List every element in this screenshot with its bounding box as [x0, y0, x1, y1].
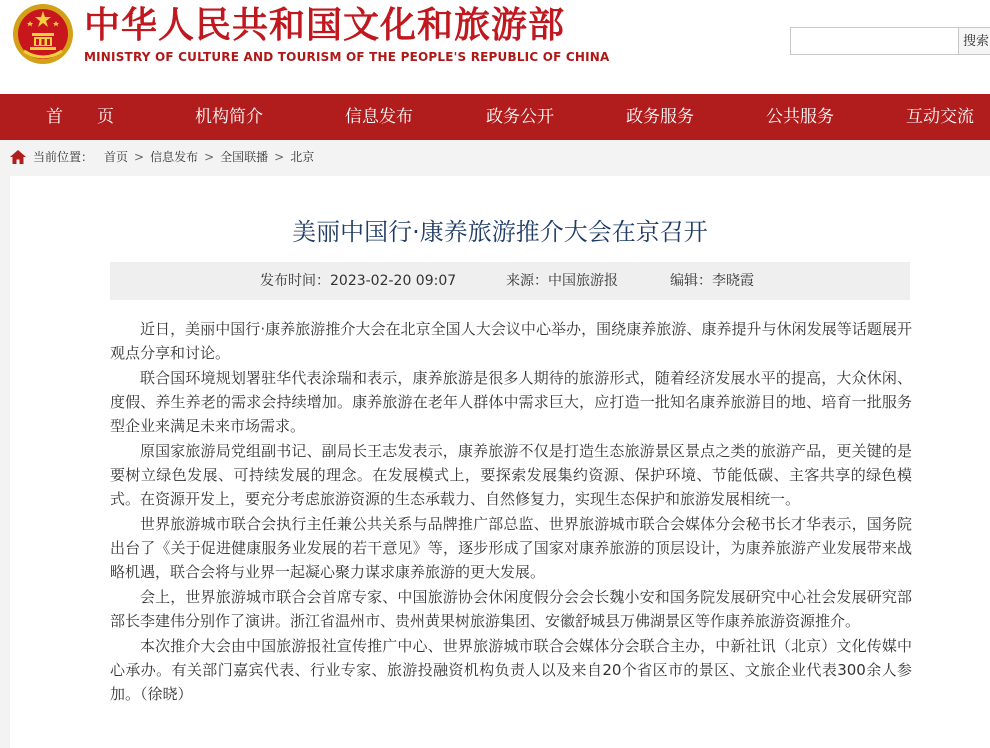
- breadcrumb: [0, 140, 990, 174]
- nav-item-government-affairs[interactable]: 政务公开: [486, 107, 554, 127]
- article-paragraph: 联合国环境规划署驻华代表涂瑞和表示，康养旅游是很多人期待的旅游形式，随着经济发展水平的提高，大众休闲、度假、养生养老的需求会持续增加。康养旅游在老年人群体中需求巨大，应打造一批知名康养旅游目的地、培育一批服务型企业来满足未来市场需求。: [110, 369, 912, 435]
- article-paragraph: 近日，美丽中国行·康养旅游推介大会在北京全国人大会议中心举办，围绕康养旅游、康养提升与休闲发展等话题展开观点分享和讨论。: [110, 320, 912, 362]
- nav-item-public-services[interactable]: 公共服务: [766, 107, 834, 127]
- site-subtitle: MINISTRY OF CULTURE AND TOURISM OF THE PEOPLE'S REPUBLIC OF CHINA: [84, 50, 610, 64]
- nav-item-interaction[interactable]: 互动交流: [906, 107, 974, 127]
- national-emblem-icon[interactable]: [12, 3, 74, 65]
- breadcrumb-beijing[interactable]: 北京: [290, 150, 315, 164]
- nav-item-about[interactable]: 机构简介: [195, 107, 263, 127]
- nav-item-home[interactable]: 首 页: [46, 107, 114, 127]
- publish-time: 发布时间：2023-02-20 09:07: [260, 273, 457, 289]
- article-editor: 编辑：李晓霞: [670, 273, 754, 289]
- home-icon: [10, 150, 26, 164]
- main-nav: [0, 94, 990, 140]
- article-title: 美丽中国行·康养旅游推介大会在京召开: [292, 218, 708, 246]
- breadcrumb-home[interactable]: 首页: [104, 150, 129, 164]
- article-paragraph: 原国家旅游局党组副书记、副局长王志发表示，康养旅游不仅是打造生态旅游景区景点之类的旅游产品，更关键的是要树立绿色发展、可持续发展的理念。在发展模式上，要探索发展集约资源、保护环境、节能低碳、主客共享的绿色模式。在资源开发上，要充分考虑旅游资源的生态承载力、自然修复力，实现生态保护和旅游发展相统一。: [110, 442, 912, 508]
- nav-item-news[interactable]: 信息发布: [345, 107, 413, 127]
- breadcrumb-national-broadcast[interactable]: 全国联播: [220, 150, 269, 164]
- article-paragraph: 世界旅游城市联合会执行主任兼公共关系与品牌推广部总监、世界旅游城市联合会媒体分会秘书长才华表示，国务院出台了《关于促进健康服务业发展的若干意见》等，逐步形成了国家对康养旅游的顶层设计，为康养旅游产业发展带来战略机遇，联合会将与业界一起凝心聚力谋求康养旅游的更大发展。: [110, 515, 912, 581]
- breadcrumb-news[interactable]: 信息发布: [150, 150, 199, 164]
- article-container: [10, 176, 990, 748]
- breadcrumb-separator: >: [274, 150, 285, 164]
- site-header: [0, 0, 990, 94]
- breadcrumb-prefix: 当前位置：: [33, 150, 94, 164]
- article-body: [110, 317, 912, 707]
- site-title[interactable]: 中华人民共和国文化和旅游部: [84, 5, 566, 46]
- article-meta: [110, 262, 910, 300]
- article-paragraph: 会上，世界旅游城市联合会首席专家、中国旅游协会休闲度假分会会长魏小安和国务院发展研究中心社会发展研究部部长李建伟分别作了演讲。浙江省温州市、贵州黄果树旅游集团、安徽舒城县万佛湖景区等作康养旅游资源推介。: [110, 588, 912, 630]
- search-input[interactable]: [790, 27, 960, 55]
- article-paragraph: 本次推介大会由中国旅游报社宣传推广中心、世界旅游城市联合会媒体分会联合主办，中新社讯（北京）文化传媒中心承办。有关部门嘉宾代表、行业专家、旅游投融资机构负责人以及来自20个省区市的景区、文旅企业代表300余人参加。（徐晓）: [110, 637, 912, 703]
- search-button[interactable]: 搜索: [958, 27, 990, 55]
- breadcrumb-separator: >: [204, 150, 215, 164]
- article-source: 来源：中国旅游报: [506, 273, 618, 289]
- nav-item-government-services[interactable]: 政务服务: [626, 107, 694, 127]
- breadcrumb-separator: >: [134, 150, 145, 164]
